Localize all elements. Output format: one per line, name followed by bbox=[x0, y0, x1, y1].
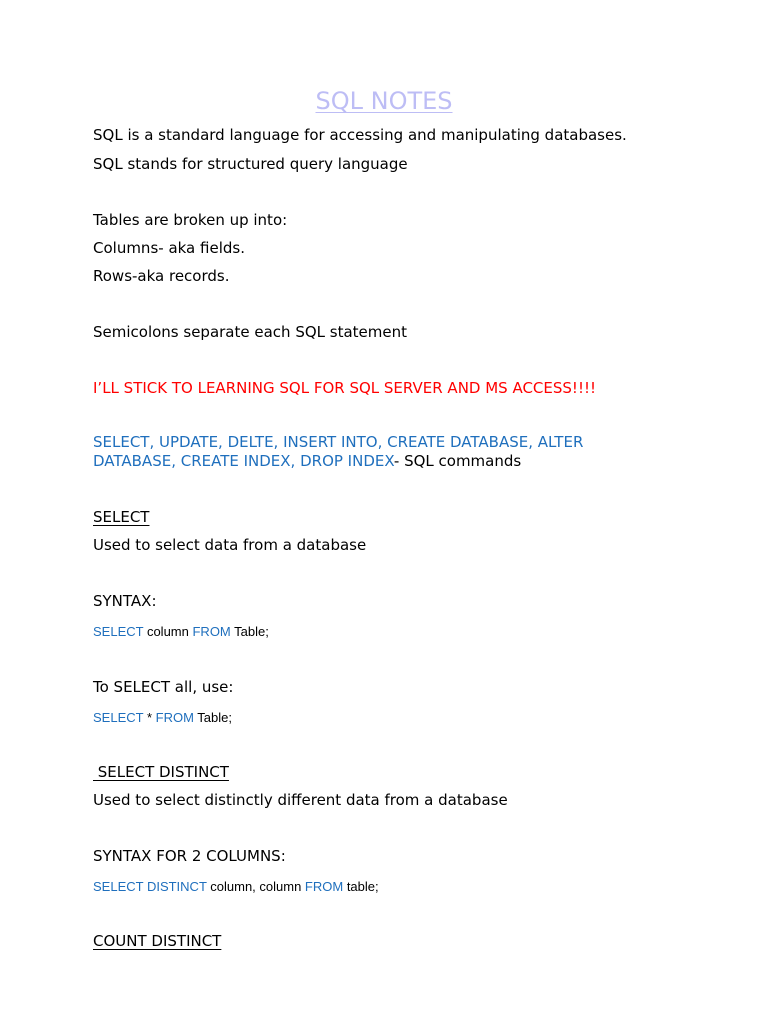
select-syntax-label: SYNTAX: bbox=[93, 592, 157, 610]
select-syntax-code bbox=[93, 622, 269, 641]
select-distinct-description: Used to select distinctly different data from a database bbox=[93, 791, 508, 809]
tables-columns: Columns- aka fields. bbox=[93, 239, 245, 257]
sql-commands-line-2 bbox=[93, 452, 521, 471]
select-description: Used to select data from a database bbox=[93, 536, 367, 554]
code-text: column bbox=[143, 624, 193, 639]
page-title: SQL NOTES bbox=[315, 87, 453, 115]
keyword: SELECT bbox=[93, 710, 144, 725]
code-text: table; bbox=[343, 879, 379, 894]
select-distinct-syntax-code bbox=[93, 877, 379, 896]
select-heading: SELECT bbox=[93, 508, 150, 526]
select-distinct-heading: SELECT DISTINCT bbox=[93, 763, 229, 781]
select-distinct-syntax-label: SYNTAX FOR 2 COLUMNS: bbox=[93, 847, 286, 865]
tables-heading: Tables are broken up into: bbox=[93, 211, 288, 229]
intro-line-1: SQL is a standard language for accessing and manipulating databases. bbox=[93, 126, 627, 144]
keyword: FROM bbox=[155, 710, 194, 725]
sql-commands-line-1: SELECT, UPDATE, DELTE, INSERT INTO, CREATE DATABASE, ALTER bbox=[93, 433, 584, 451]
keyword: FROM bbox=[304, 879, 344, 894]
code-text: Table; bbox=[193, 710, 232, 725]
select-all-label: To SELECT all, use: bbox=[93, 678, 234, 696]
intro-line-2: SQL stands for structured query language bbox=[93, 155, 408, 173]
warning-note: I’LL STICK TO LEARNING SQL FOR SQL SERVER AND MS ACCESS!!!! bbox=[93, 379, 596, 397]
code-text: column, column bbox=[206, 879, 305, 894]
code-text: * bbox=[143, 710, 156, 725]
semicolons-note: Semicolons separate each SQL statement bbox=[93, 323, 408, 341]
select-all-code bbox=[93, 708, 232, 727]
keyword: FROM bbox=[192, 624, 231, 639]
keyword: SELECT bbox=[93, 624, 144, 639]
keyword: SELECT DISTINCT bbox=[93, 879, 207, 894]
sql-commands-list: DATABASE, CREATE INDEX, DROP INDEX bbox=[93, 452, 394, 470]
tables-rows: Rows-aka records. bbox=[93, 267, 230, 285]
count-distinct-heading: COUNT DISTINCT bbox=[93, 932, 222, 950]
code-text: Table; bbox=[230, 624, 269, 639]
sql-commands-suffix: - SQL commands bbox=[393, 452, 522, 470]
